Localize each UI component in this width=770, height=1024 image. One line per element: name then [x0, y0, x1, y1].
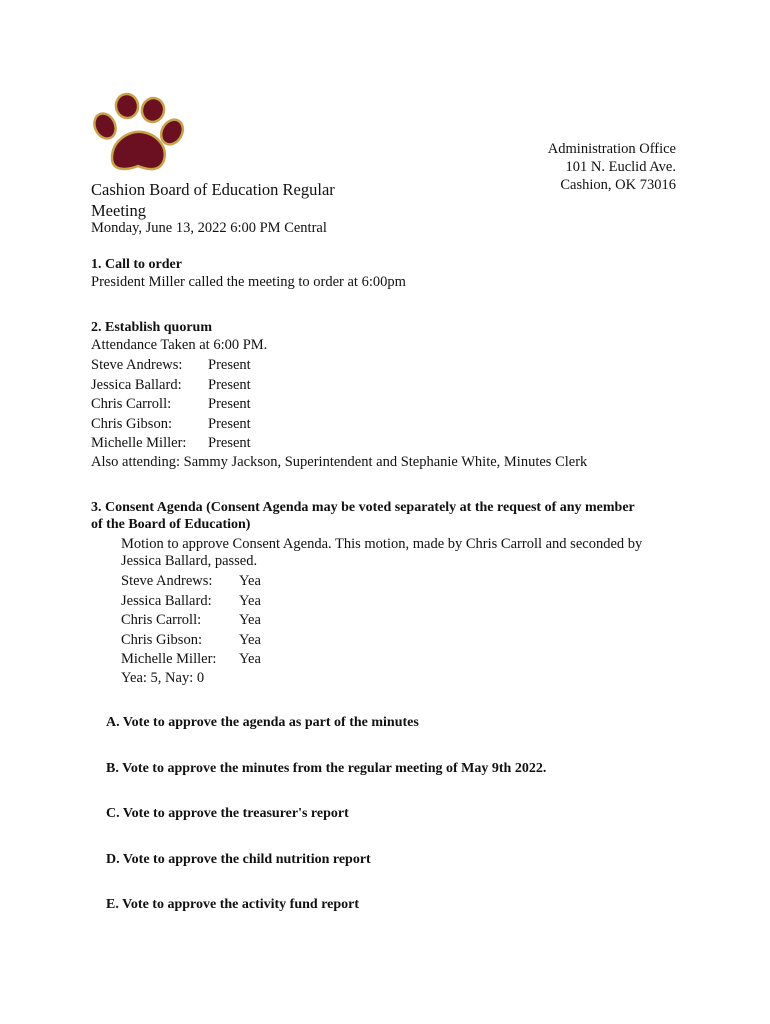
attendance-status: Present: [208, 435, 251, 452]
vote-row: [121, 572, 642, 592]
vote-value: Yea: [239, 612, 261, 629]
section-heading: 3. Consent Agenda (Consent Agenda may be voted separately at the request of any member: [91, 500, 635, 515]
vote-row: [121, 631, 642, 651]
attendance-status: Present: [208, 357, 251, 373]
member-name: Chris Gibson:: [91, 415, 172, 432]
member-name: Jessica Ballard:: [91, 376, 182, 393]
agenda-item: E. Vote to approve the activity fund report: [106, 897, 360, 912]
address-line: Administration Office: [547, 141, 676, 157]
vote-tally: Yea: 5, Nay: 0: [121, 669, 205, 686]
attendance-row: [91, 395, 587, 415]
agenda-item: B. Vote to approve the minutes from the regular meeting of May 9th 2022.: [106, 761, 547, 776]
member-name: Chris Gibson:: [121, 631, 202, 648]
member-name: Chris Carroll:: [91, 396, 172, 413]
motion-text-continued: Jessica Ballard, passed.: [121, 553, 258, 569]
meeting-title: Cashion Board of Education Regular Meeting: [91, 180, 335, 220]
attendance-status: Present: [208, 376, 251, 393]
vote-row: [121, 650, 642, 670]
attendance-status: Present: [208, 415, 251, 432]
member-name: Chris Carroll:: [121, 612, 202, 629]
vote-value: Yea: [239, 651, 261, 668]
vote-row: [121, 611, 642, 631]
member-name: Steve Andrews:: [91, 357, 183, 373]
vote-row: [121, 592, 642, 612]
section-heading-continued: of the Board of Education): [91, 517, 251, 532]
attendance-row: [91, 376, 587, 396]
vote-value: Yea: [239, 573, 261, 589]
paw-print-logo: [90, 92, 188, 176]
section-text: President Miller called the meeting to order at 6:00pm: [91, 274, 406, 290]
agenda-item: C. Vote to approve the treasurer's report: [106, 806, 349, 821]
attendance-row: [91, 415, 587, 435]
address-line: Cashion, OK 73016: [560, 177, 676, 193]
address-block: [548, 140, 676, 194]
member-name: Michelle Miller:: [91, 435, 187, 452]
section-call-to-order: [91, 257, 406, 291]
also-attending: Also attending: Sammy Jackson, Superintendent and Stephanie White, Minutes Clerk: [91, 453, 588, 470]
section-heading: 2. Establish quorum: [91, 320, 212, 335]
address-line: 101 N. Euclid Ave.: [565, 159, 676, 175]
agenda-item: D. Vote to approve the child nutrition report: [106, 852, 371, 867]
agenda-item: A. Vote to approve the agenda as part of the minutes: [106, 715, 419, 730]
section-consent-agenda: [91, 500, 635, 533]
member-name: Jessica Ballard:: [121, 592, 212, 609]
meeting-date: Monday, June 13, 2022 6:00 PM Central: [91, 220, 327, 236]
vote-value: Yea: [239, 631, 261, 648]
motion-text: Motion to approve Consent Agenda. This motion, made by Chris Carroll and seconded by: [121, 536, 643, 552]
member-name: Michelle Miller:: [121, 651, 217, 668]
attendance-row: [91, 434, 587, 454]
section-heading: 1. Call to order: [91, 257, 182, 272]
attendance-row: [91, 356, 587, 376]
member-name: Steve Andrews:: [121, 573, 213, 589]
consent-motion: [121, 536, 642, 687]
section-quorum: [91, 320, 587, 471]
vote-value: Yea: [239, 592, 261, 609]
attendance-intro: Attendance Taken at 6:00 PM.: [91, 337, 268, 353]
attendance-status: Present: [208, 396, 251, 413]
